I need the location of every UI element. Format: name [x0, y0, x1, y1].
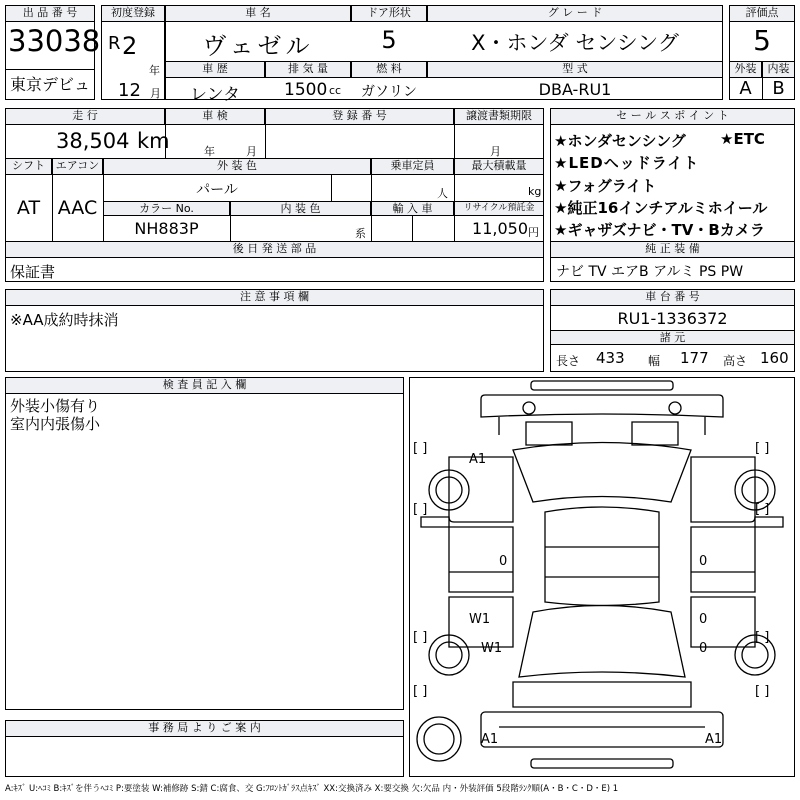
- length-value: 433: [596, 349, 625, 367]
- selling-point-1: ★ホンダセンシング: [554, 132, 686, 150]
- specs-header: 諸 元: [550, 330, 795, 345]
- height-value: 160: [760, 349, 789, 367]
- col-divider-reg: [265, 125, 266, 158]
- col-divider-import-sub: [412, 216, 413, 241]
- selling-point-6: ★ギャザズナビ・TV・Bカメラ: [554, 221, 765, 239]
- grade-value: X・ホンダ センシング: [471, 31, 679, 55]
- notes-header: 注 意 事 項 欄: [5, 289, 544, 306]
- max-load-unit: kg: [528, 185, 542, 198]
- col-divider-transfer: [454, 125, 455, 158]
- doors-value: 5: [381, 26, 397, 54]
- inspector-line-2: 室内内張傷小: [10, 415, 101, 433]
- bracket-left-top: [ ]: [413, 441, 428, 456]
- registration-year: 2: [122, 32, 138, 60]
- mark-a1-rear-left: A1: [481, 732, 499, 747]
- chassis-value: RU1-1336372: [617, 309, 728, 328]
- max-load-header: 最大積載量: [454, 158, 544, 175]
- bracket-left-low: [ ]: [413, 630, 428, 645]
- std-equipment-value: ナビ TV エアB アルミ PS PW: [556, 264, 744, 280]
- capacity-unit: 人: [437, 187, 448, 200]
- venue-name: 東京デビュ: [9, 75, 90, 94]
- fuel-value: ガソリン: [361, 84, 417, 100]
- displacement-unit: cc: [329, 84, 342, 97]
- month-unit: 月: [150, 87, 161, 100]
- bracket-right-top: [ ]: [755, 441, 770, 456]
- grade-divider: [762, 78, 763, 100]
- interior-grade: B: [772, 78, 785, 99]
- shift-value: AT: [16, 197, 41, 219]
- history-header: 車 歴: [165, 61, 265, 78]
- doors-header: ドア形状: [351, 5, 427, 22]
- lot-number-header: 出 品 番 号: [5, 5, 95, 22]
- lot-number: 33038: [8, 24, 101, 58]
- grade-header: グ レ ー ド: [427, 5, 723, 22]
- fuel-header: 燃 料: [351, 61, 427, 78]
- inspection-month-unit: 月: [246, 145, 257, 158]
- int-color-unit: 系: [355, 227, 366, 240]
- mark-zero-left-front: 0: [499, 554, 508, 569]
- mark-a1-front-left: A1: [469, 452, 487, 467]
- chassis-header: 車 台 番 号: [550, 289, 795, 306]
- selling-point-4: ★フォグライト: [554, 177, 657, 195]
- model-header: 型 式: [427, 61, 723, 78]
- bracket-right-bottom: [ ]: [755, 684, 770, 699]
- width-label: 幅: [648, 354, 661, 368]
- mileage-unit: km: [137, 129, 170, 153]
- col-divider-int-color: [230, 216, 231, 241]
- displacement-header: 排 気 量: [265, 61, 351, 78]
- score-header: 評価点: [729, 5, 795, 22]
- import-header: 輸 入 車: [371, 201, 454, 216]
- venue-divider: [5, 69, 95, 70]
- car-name: ヴェゼル: [202, 32, 314, 60]
- selling-point-5: ★純正16インチアルミホイール: [554, 199, 768, 217]
- mark-zero-right-panel: 0: [699, 641, 708, 656]
- reg-number-header: 登 録 番 号: [265, 108, 454, 125]
- mark-w1-left-panel: W1: [481, 641, 503, 656]
- inspector-header: 検 査 員 記 入 欄: [5, 377, 404, 394]
- selling-point-2: ★ETC: [720, 130, 765, 148]
- length-label: 長さ: [556, 354, 581, 368]
- office-header: 事 務 局 よ り ご 案 内: [5, 720, 404, 737]
- shift-header: シフト: [5, 158, 52, 175]
- legend-text: A:ｷｽﾞ U:ﾍｺﾐ B:ｷｽﾞを伴うﾍｺﾐ P:要塗装 W:補修跡 S:錆 C:腐食、交 G:ﾌﾛﾝﾄｶﾞﾗｽ点ｷｽﾞ XX:交換済み X:要交換 欠:欠品 内・外装評価 5段階ﾗﾝｸ順(A・B・C・D・E) 1: [5, 784, 619, 794]
- notes-value: ※AA成約時抹消: [10, 311, 119, 329]
- model-value: DBA-RU1: [538, 80, 612, 99]
- inspector-line-1: 外装小傷有り: [10, 397, 101, 415]
- bracket-left-mid: [ ]: [413, 502, 428, 517]
- later-parts-header: 後 日 発 送 部 品: [5, 241, 544, 258]
- ac-value: AAC: [57, 197, 98, 219]
- int-color-header: 内 装 色: [230, 201, 371, 216]
- mark-a1-rear-right: A1: [705, 732, 723, 747]
- mark-zero-right-door: 0: [699, 612, 708, 627]
- first-registration-header: 初度登録: [101, 5, 165, 22]
- inspection-year-unit: 年: [204, 145, 215, 158]
- recycle-unit: 円: [528, 226, 539, 239]
- interior-grade-header: 内装: [762, 61, 795, 78]
- selling-points-header: セ ー ル ス ポ イ ン ト: [550, 108, 795, 125]
- score-value: 5: [753, 24, 771, 57]
- col-divider-color-sub: [331, 175, 332, 201]
- transfer-deadline-header: 譲渡書類期限: [454, 108, 544, 125]
- bracket-left-bottom: [ ]: [413, 684, 428, 699]
- history-value: レンタ: [190, 85, 240, 105]
- col-divider-inspection: [165, 125, 166, 158]
- mark-zero-right-front: 0: [699, 554, 708, 569]
- ext-color-header: 外 装 色: [103, 158, 371, 175]
- inspection-header: 車 検: [165, 108, 265, 125]
- recycle-header: リサイクル預託金: [454, 201, 544, 216]
- bracket-right-mid: [ ]: [755, 502, 770, 517]
- car-diagram: [409, 377, 795, 777]
- exterior-grade-header: 外装: [729, 61, 762, 78]
- selling-point-3: ★LEDヘッドライト: [554, 154, 700, 172]
- later-parts-value: 保証書: [10, 263, 56, 281]
- std-equipment-header: 純 正 装 備: [550, 241, 795, 258]
- era-letter: R: [108, 33, 121, 54]
- ext-color-value: パール: [196, 182, 238, 198]
- year-unit: 年: [149, 64, 160, 77]
- col-divider-shift: [52, 175, 53, 241]
- displacement-value: 1500: [284, 80, 328, 100]
- car-name-header: 車 名: [165, 5, 351, 22]
- mileage-value: 38,504: [56, 129, 130, 153]
- recycle-value: 11,050: [472, 219, 528, 238]
- mileage-header: 走 行: [5, 108, 165, 125]
- height-label: 高さ: [723, 354, 748, 368]
- mark-w1-left-door: W1: [469, 612, 491, 627]
- transfer-month-unit: 月: [490, 145, 501, 158]
- bracket-right-low: [ ]: [755, 630, 770, 645]
- color-no-value: NH883P: [134, 219, 199, 238]
- registration-month: 12: [118, 80, 141, 101]
- capacity-header: 乗車定員: [371, 158, 454, 175]
- exterior-grade: A: [739, 78, 752, 99]
- color-no-header: カラー No.: [103, 201, 230, 216]
- ac-header: エアコン: [52, 158, 103, 175]
- width-value: 177: [680, 349, 709, 367]
